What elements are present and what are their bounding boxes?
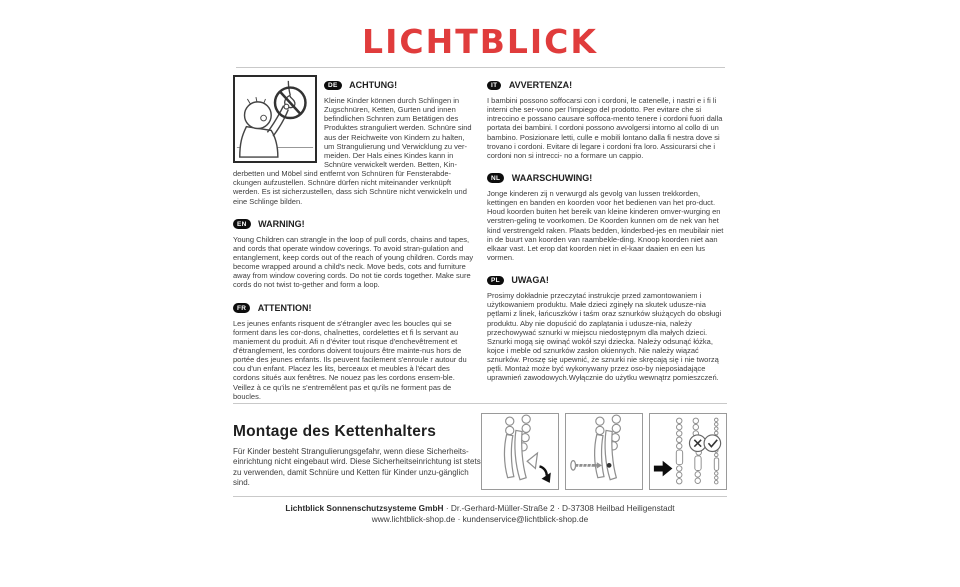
language-badge-fr: FR [233,303,250,313]
warning-text-en: Young Children can strangle in the loop of pull cords, chains and tapes, and cords that operate window coverings. To avoid stran-gulation and entanglement, keep cords out of the reach of young children. Cords may become wrapped around a child's neck. Move beds, cots and furniture away from window covering cords. Do not tie cords together. Make sure cords do not twist to-gether and form a loop. [233,234,474,290]
warning-section-pl [487,269,729,382]
footer [233,503,727,525]
warning-text-de: Kleine Kinder können durch Schlingen in Zugschnüren, Ketten, Gurten und innen befindlichen Schnren zum Betätigen des Produktes stranguliert werden. Schnüre sind aus der Reichweite von Kindern zu halten, um Strangulierung und Verwicklung zu ver-meiden. Der Hals eines Kindes kann in Schnüre verwickelt werden. Betten, Kin-derbetten und Möbel sind entfernt von Schnüren für Fensterabde-ckungen aufzustellen. Schnüre dürfen nicht miteinander verknüpft werden. Es ist sicherzustellen, dass sich Schnüre nicht verwickeln und eine Schlinge bilden. [233,96,472,206]
warning-title-pl: UWAGA! [511,275,549,286]
warning-section-it [487,74,729,160]
language-badge-de: DE [324,81,342,91]
company-name: Lichtblick Sonnenschutzsysteme GmbH [285,503,444,513]
child-reaching-cord-icon [235,77,315,161]
footer-address-line [233,503,727,514]
warning-section-nl [487,167,729,262]
language-badge-it: IT [487,81,501,91]
chain-tension-check-icon [650,414,726,489]
child-cord-warning-illustration [233,75,317,163]
language-badge-pl: PL [487,276,504,286]
header-divider [236,67,725,68]
left-column [233,74,475,408]
right-column [487,74,729,408]
warning-text-fr: Les jeunes enfants risquent de s'étrangler avec les boucles qui se forment dans les cor-dons, chaînettes, cordelettes et fi ls servant au maniement du produit. Afi n d'éviter tout risque d'enchevêtrement et d'étranglement, les cordons doivent toujours être mainte-nus hors de portée des jeunes enfants. Ils peuvent facilement s'enroule r autour du cou d'un enfant. Placez les lits, berceaux et meubles à l'écart des cordons situés aux fenêtres. Ne nouez pas les cordons ensem-ble. Veillez à ce qu'ils ne s'entremêlent pas et qu'ils ne forment pas de boucles. [233,318,467,401]
warning-title-de: ACHTUNG! [349,80,398,90]
warning-text-it: I bambini possono soffocarsi con i cordoni, le catenelle, i nastri e i fi li interni che ser-vono per l'impiego del prodotto. Per evitare che si intreccino e possano causare soffoca-mento tenere i cordoni fuori dalla portata dei bambini. I cordoni possono avvolgersi intorno al collo di un bambino. Posizionare letti, culle e mobili lontano dalla fi nestra dove si trovano i cordoni. Evitare di legare i cordoni fra loro. Assicurarsi che i cordoni non si intrecci- no a formare un cappio. [487,96,723,160]
step-2-screw-chain-holder-diagram [565,413,643,490]
step-1-rotate-chain-holder-diagram [481,413,559,490]
warning-title-nl: WAARSCHUWING! [511,172,593,183]
warning-heading-it [487,75,729,93]
language-badge-en: EN [233,219,251,229]
footer-contact-line: www.lichtblick-shop.de · kundenservice@lichtblick-shop.de [371,514,589,525]
footer-divider [233,496,727,497]
screw-chain-holder-icon [566,414,642,489]
lichtblick-logo: LICHTBLICK [362,22,598,61]
rotate-chain-holder-icon [482,414,558,489]
warning-section-fr [233,297,475,401]
warning-text-nl: Jonge kinderen zij n verwurgd als gevolg van lussen trekkorden, kettingen en banden en koorden voor het bedienen van het pro-duct. Houd koorden buiten het bereik van kleine kinderen omver-wurging en verstren-geling te voorkomen. De Koorden kunnen om de nek van het kind verstrengeld raken. Plaats bedden, kinderbed-jes en meubilair niet in de buurt van koorden van raambekle-ding. Knoop koorden niet aan elkaar vast. Let erop dat koorden niet in el-kaar daaien en een lus vormen. [487,188,724,262]
prohibition-icon [275,88,305,118]
curved-arrow-icon [540,466,551,482]
warning-section-de [233,74,475,206]
step-3-chain-tension-check-diagram [649,413,727,490]
warning-heading-en [233,214,475,232]
warning-text-pl: Prosimy dokładnie przeczytać instrukcje przed zamontowaniem i użytkowaniem produktu. Małe dzieci zginęły na skutek udusze-nia pętlami z linek, łańcuszków i taśm oraz sznurków służących do obsługi produktu. Aby nie dopuścić do zaplątania i udusze-nia, należy przechowywać sznurki w miejscu niedostępnym dla małych dzieci. Sznurki mogą się owinąć wokół szyi dziecka. Należy odsunąć łóżka, kojce i meble od sznurków zasłon okiennych. Nie należy wiązać sznurków. Proszę się upewnić, że sznurki nie skręcają się i nie tworzą pętli. Montaż może być wykonywany przez oso-by nieposiadające uprawnień zawodowych.Wyłącznie do użytku wewnątrz pomieszczeń. [487,291,722,383]
montage-divider [233,403,727,404]
montage-heading: Montage des Kettenhalters [233,422,437,440]
warning-title-fr: ATTENTION! [257,302,312,313]
warning-heading-nl [487,168,729,186]
language-badge-nl: NL [487,173,504,183]
montage-text: Für Kinder besteht Strangulierungsgefahr, wenn diese Sicherheits-einrichtung nicht eingebaut wird. Diese Sicherheitseinrichtung ist stets zu verwenden, damit Schnüre und Ketten für Kinder unzu-gänglich sind. [233,447,481,488]
montage-step-diagrams [481,413,727,490]
warning-section-en [233,213,475,290]
warning-heading-fr [233,298,475,316]
warning-heading-pl [487,270,729,288]
black-arrow-right-icon [654,461,673,477]
warning-title-it: AVVERTENZA! [508,80,573,90]
warning-columns [233,74,729,408]
check-mark-icon [704,435,721,452]
company-address: · Dr.-Gerhard-Müller-Straße 2 · D-37308 Heilbad Heiligenstadt [443,503,675,513]
warning-title-en: WARNING! [258,218,305,229]
